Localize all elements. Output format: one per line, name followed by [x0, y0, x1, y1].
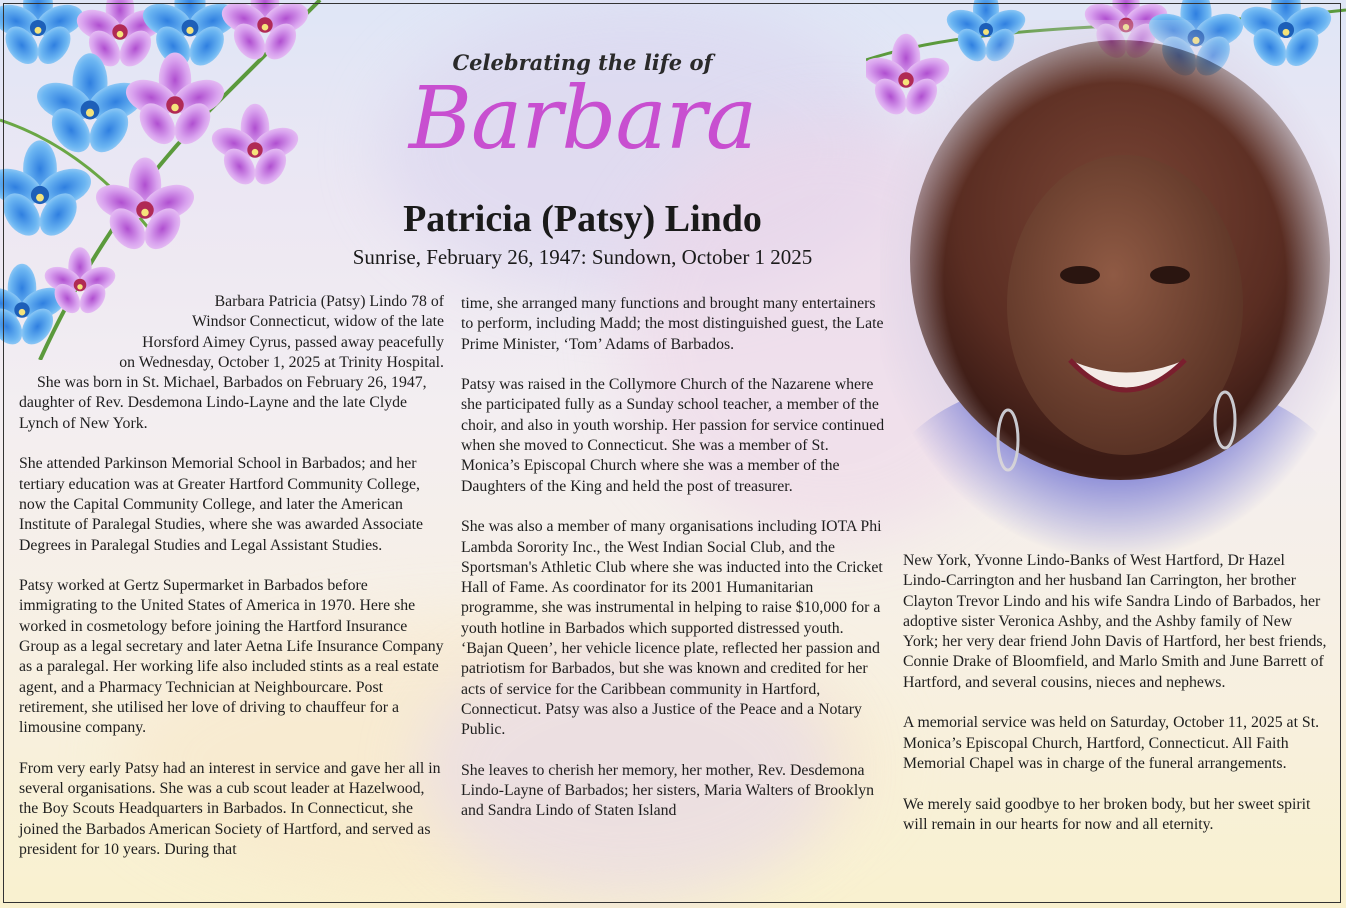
- paragraph-education: She attended Parkinson Memorial School in Barbados; and her tertiary education was at Greater Hartford Community College, now the Capital Community College, and later the American Institute of Paralegal Studies, where she was awarded Associate Degrees in Paralegal Studies and Legal Assistant Studies.: [19, 455, 424, 554]
- intro-line: Barbara Patricia (Patsy) Lindo 78 of: [214, 293, 444, 310]
- paragraph-memorial: A memorial service was held on Saturday, October 11, 2025 at St. Monica’s Episcopal Church, Hartford, Connecticut. All Faith Memorial Chapel was in charge of the funeral arrangements.: [903, 714, 1320, 772]
- text-column-3: [903, 551, 1328, 855]
- paragraph-farewell: We merely said goodbye to her broken body, but her sweet spirit will remain in our hearts for now and all eternity.: [903, 795, 1311, 833]
- intro-line: on Wednesday, October 1, 2025 at Trinity Hospital.: [119, 353, 444, 371]
- paragraph-organisations: She was also a member of many organisations including IOTA Phi Lambda Sorority Inc., the West Indian Social Club, and the Sportsman's Athletic Club where she was inducted into the Cricket Hall of Fame. As coordinator for its 2001 Humanitarian programme, she was instrumental in helping to raise $10,000 for a youth hotline in Barbados which supported distressed youth. ‘Bajan Queen’, her vehicle licence plate, reflected her passion and patriotism for Barbados, but she was known and credited for her acts of service for the Caribbean community in Hartford, Connecticut. Patsy was also a Justice of the Peace and a Notary Public.: [461, 518, 883, 739]
- paragraph-birth: She was born in St. Michael, Barbados on February 26, 1947, daughter of Rev. Desdemona Lindo-Layne and the late Clyde Lynch of New York.: [19, 374, 427, 432]
- intro-line: Windsor Connecticut, widow of the late: [191, 313, 444, 331]
- paragraph-survivors: She leaves to cherish her memory, her mother, Rev. Desdemona Lindo-Layne of Barbados; her sisters, Maria Walters of Brooklyn and Sandra Lindo of Staten Island: [461, 761, 875, 820]
- portrait-photo: [880, 20, 1346, 560]
- paragraph-service: From very early Patsy had an interest in service and gave her all in several organisations. She was a cub scout leader at Hazelwood, the Boy Scouts Headquarters in Barbados. In Connecticut, she joined the Barbados American Society of Hartford, and served as president for 10 years. During that: [19, 759, 441, 859]
- celebrating-caption: Celebrating the life of: [452, 50, 713, 75]
- intro-line: Horsford Aimey Cyrus, passed away peacefully: [142, 333, 444, 351]
- paragraph-functions: time, she arranged many functions and brought many entertainers to perform, including Madd; the most distinguished guest, the Late Prime Minister, ‘Tom’ Adams of Barbados.: [461, 295, 884, 353]
- paragraph-career: Patsy worked at Gertz Supermarket in Barbados before immigrating to the United States of America in 1970. Here she worked in cosmetology before joining the Hartford Insurance Group as a legal secretary and later Aetna Life Insurance Company as a paralegal. Her working life also included stints as a real estate agent, and a Pharmacy Technician at Neighbourcare. Post retirement, she utilised her love of driving to chauffeur for a limousine company.: [19, 577, 444, 737]
- paragraph-family: New York, Yvonne Lindo-Banks of West Hartford, Dr Hazel Lindo-Carrington and her husband Ian Carrington, her brother Clayton Trevor Lindo and his wife Sandra Lindo of Barbados, her adoptive sister Veronica Ashby, and the Ashby family of New York; her very dear friend John Davis of Hartford, her best friends, Connie Drake of Bloomfield, and Marlo Smith and June Barrett of Hartford, and several cousins, nieces and nephews.: [903, 552, 1327, 691]
- full-name: Patricia (Patsy) Lindo: [403, 198, 762, 240]
- paragraph-church: Patsy was raised in the Collymore Church of the Nazarene where she participated fully as a Sunday school teacher, a member of the choir, and also in youth worship. Her passion for service continued when she moved to Connecticut. She was a member of St. Monica’s Episcopal Church where she was a member of the Daughters of the King and held the post of treasurer.: [461, 376, 885, 495]
- first-name: Barbara: [408, 69, 757, 169]
- text-column-2: [461, 294, 886, 842]
- text-column-1: [19, 292, 444, 881]
- life-dates: Sunrise, February 26, 1947: Sundown, October 1 2025: [352, 245, 813, 269]
